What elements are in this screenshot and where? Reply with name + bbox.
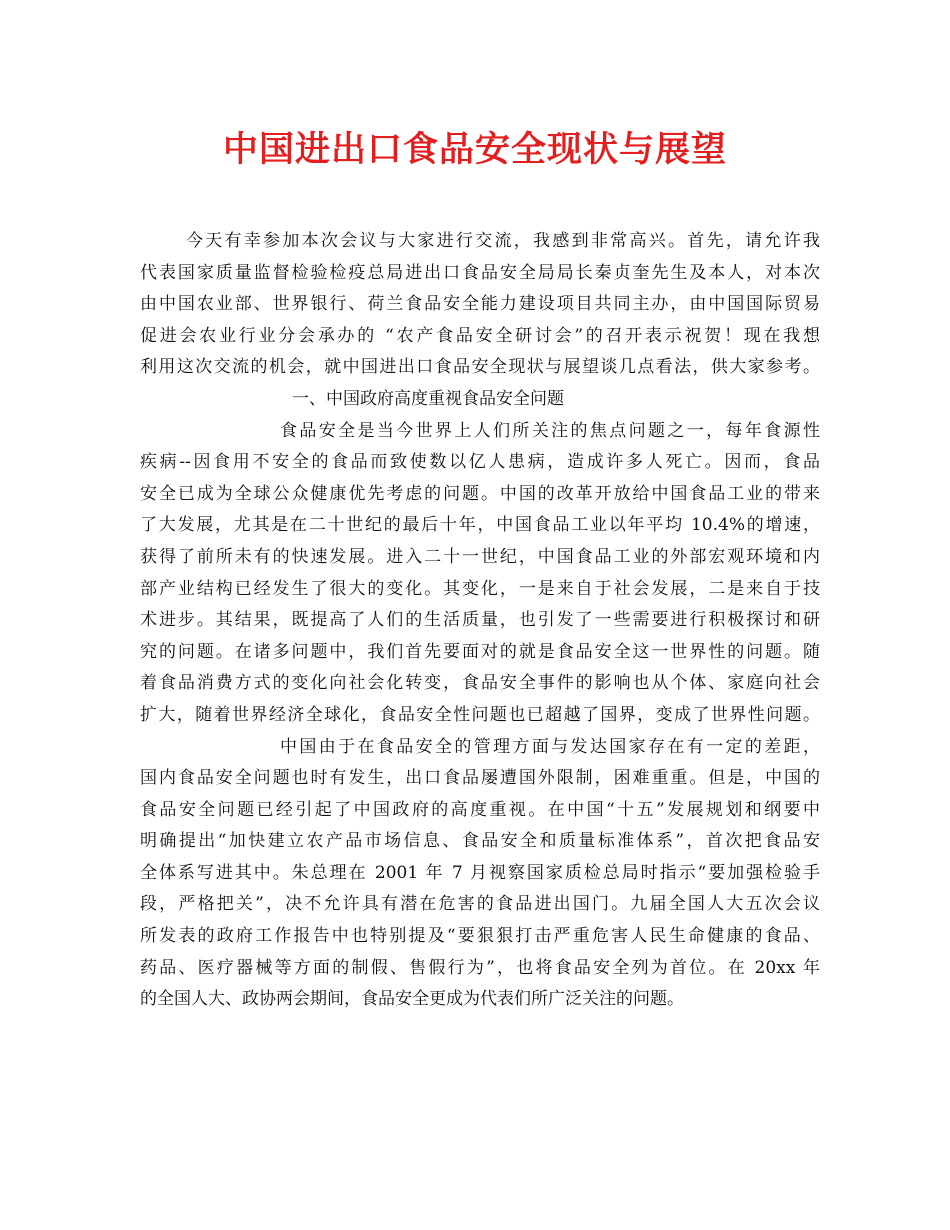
document-body <box>140 226 820 1016</box>
text-line: 扩大，随着世界经济全球化，食品安全性问题也已超越了国界，变成了世界性问题。 <box>140 704 820 725</box>
text-line: 食品安全问题已经引起了中国政府的高度重视。在中国“十五”发展规划和纲要中 <box>140 799 820 820</box>
text-line: 药品、医疗器械等方面的制假、售假行为”，也将食品安全列为首位。在 20xx 年 <box>140 957 820 978</box>
text-line: 术进步。其结果，既提高了人们的生活质量，也引发了一些需要进行积极探讨和研 <box>140 610 820 631</box>
text-line: 促进会农业行业分会承办的 “农产食品安全研讨会”的召开表示祝贺！现在我想 <box>140 325 820 346</box>
text-line: 明确提出“加快建立农产品市场信息、食品安全和质量标准体系”，首次把食品安 <box>140 831 820 852</box>
text-line: 了大发展，尤其是在二十世纪的最后十年，中国食品工业以年平均 10.4%的增速， <box>140 515 820 536</box>
text-line: 利用这次交流的机会，就中国进出口食品安全现状与展望谈几点看法，供大家参考。 <box>140 357 820 378</box>
text-line: 今天有幸参加本次会议与大家进行交流，我感到非常高兴。首先，请允许我 <box>186 231 820 251</box>
text-line: 部产业结构已经发生了很大的变化。其变化，一是来自于社会发展，二是来自于技 <box>140 578 820 599</box>
section-heading: 一、中国政府高度重视食品安全问题 <box>292 388 564 409</box>
page-title: 中国进出口食品安全现状与展望 <box>222 129 727 170</box>
text-line: 中国由于在食品安全的管理方面与发达国家存在有一定的差距， <box>280 736 820 757</box>
text-line: 着食品消费方式的变化向社会化转变，食品安全事件的影响也从个体、家庭向社会 <box>140 673 820 694</box>
text-line: 由中国农业部、世界银行、荷兰食品安全能力建设项目共同主办，由中国国际贸易 <box>140 294 820 315</box>
text-line: 究的问题。在诸多问题中，我们首先要面对的就是食品安全这一世界性的问题。随 <box>140 641 820 662</box>
text-line: 段，严格把关”，决不允许具有潜在危害的食品进出国门。九届全国人大五次会议 <box>140 894 820 915</box>
text-line: 获得了前所未有的快速发展。进入二十一世纪，中国食品工业的外部宏观环境和内 <box>140 546 820 567</box>
text-line: 全体系写进其中。朱总理在 2001 年 7 月视察国家质检总局时指示“要加强检验手 <box>140 862 820 883</box>
text-line: 疾病--因食用不安全的食品而致使数以亿人患病，造成许多人死亡。因而，食品 <box>140 452 820 473</box>
text-line: 所发表的政府工作报告中也特别提及“要狠狠打击严重危害人民生命健康的食品、 <box>140 926 820 947</box>
text-line: 国内食品安全问题也时有发生，出口食品屡遭国外限制，困难重重。但是，中国的 <box>140 768 820 789</box>
text-line: 食品安全是当今世界上人们所关注的焦点问题之一，每年食源性 <box>280 420 820 441</box>
text-line: 的全国人大、政协两会期间，食品安全更成为代表们所广泛关注的问题。 <box>140 989 684 1010</box>
text-line: 代表国家质量监督检验检疫总局进出口食品安全局局长秦贞奎先生及本人，对本次 <box>140 262 820 283</box>
text-line: 安全已成为全球公众健康优先考虑的问题。中国的改革开放给中国食品工业的带来 <box>140 483 820 504</box>
